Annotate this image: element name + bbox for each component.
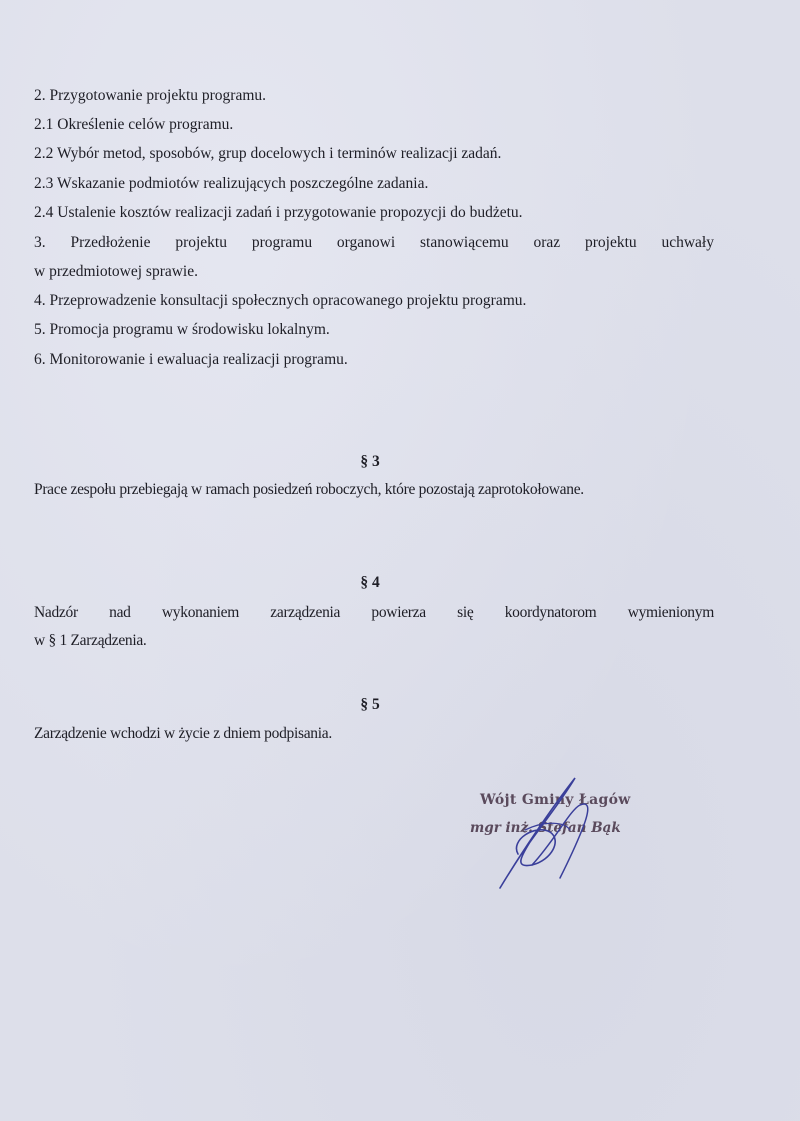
word: powierza: [371, 604, 426, 621]
word: uchwały: [661, 234, 714, 251]
word: wykonaniem: [161, 604, 239, 621]
list-item: 2.4 Ustalenie kosztów realizacji zadań i przygotowanie propozycji do budżetu.: [34, 204, 523, 221]
signature-stroke: [532, 804, 588, 878]
section-5-text: Zarządzenie wchodzi w życie z dniem podpisania.: [34, 725, 332, 742]
word: oraz: [533, 234, 561, 251]
list-item: 6. Monitorowanie i ewaluacja realizacji programu.: [34, 351, 348, 368]
word: nad: [109, 604, 131, 621]
word: projektu: [175, 234, 227, 251]
list-item: 5. Promocja programu w środowisku lokalnym.: [34, 321, 330, 338]
section-4-heading: § 4: [360, 574, 380, 591]
signature-stroke: [525, 823, 570, 830]
list-item: 2. Przygotowanie projektu programu.: [34, 87, 267, 104]
word: 3.: [34, 234, 46, 251]
word: Nadzór: [34, 604, 78, 621]
word: projektu: [585, 234, 637, 251]
list-item: 2.3 Wskazanie podmiotów realizujących poszczególne zadania.: [34, 175, 429, 192]
handwritten-signature: [470, 770, 670, 900]
list-item: 2.2 Wybór metod, sposobów, grup docelowych i terminów realizacji zadań.: [34, 145, 502, 162]
section-5-heading: § 5: [360, 696, 380, 713]
word: koordynatorom: [504, 604, 597, 621]
stamp-name: mgr inż. Stefan Bąk: [470, 820, 621, 836]
word: się: [457, 604, 474, 621]
section-3-text: Prace zespołu przebiegają w ramach posiedzeń roboczych, które pozostają zaprotokołowane.: [34, 481, 584, 498]
list-item-3-line2: w przedmiotowej sprawie.: [34, 263, 198, 280]
word: stanowiącemu: [420, 234, 509, 251]
list-item: 2.1 Określenie celów programu.: [34, 116, 234, 133]
list-item: 4. Przeprowadzenie konsultacji społecznych opracowanego projektu programu.: [34, 292, 527, 309]
word: programu: [251, 234, 313, 251]
section-4-line2: w § 1 Zarządzenia.: [34, 632, 147, 649]
word: Przedłożenie: [70, 234, 151, 251]
word: zarządzenia: [270, 604, 341, 621]
stamp-title: Wójt Gminy Łagów: [480, 792, 631, 808]
word: wymienionym: [627, 604, 714, 621]
section-3-heading: § 3: [360, 453, 380, 470]
section-4-line1: [34, 603, 714, 623]
list-item-3-line1: [34, 233, 714, 253]
word: organowi: [336, 234, 396, 251]
